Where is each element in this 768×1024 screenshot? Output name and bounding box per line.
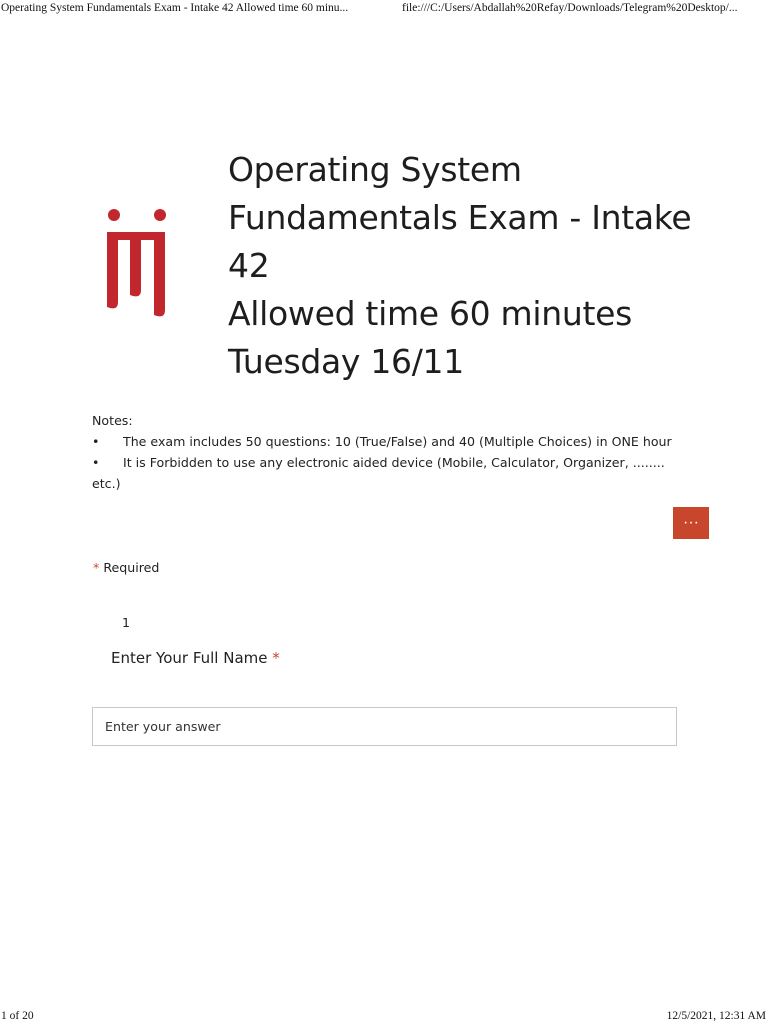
print-footer xyxy=(0,1010,768,1024)
bullet: • xyxy=(92,455,100,470)
form-title-line: 42 xyxy=(228,246,270,285)
required-asterisk: * xyxy=(93,560,100,575)
form-description xyxy=(92,410,682,494)
required-note xyxy=(93,560,159,575)
print-header xyxy=(0,2,768,18)
note-text-continuation: etc.) xyxy=(92,476,121,491)
note-item xyxy=(92,452,682,473)
question-title xyxy=(111,649,280,667)
required-asterisk: * xyxy=(272,649,280,667)
note-item xyxy=(92,431,682,452)
form-title-line: Operating System xyxy=(228,150,522,189)
note-text: It is Forbidden to use any electronic aided device (Mobile, Calculator, Organizer, ........ xyxy=(123,455,665,470)
question-number: 1 xyxy=(122,615,131,630)
iti-logo-icon xyxy=(104,206,172,318)
bullet: • xyxy=(92,434,100,449)
form-title-line: Fundamentals Exam - Intake xyxy=(228,198,692,237)
note-text: The exam includes 50 questions: 10 (True/False) and 40 (Multiple Choices) in ONE hour xyxy=(123,434,672,449)
question-title-text: Enter Your Full Name xyxy=(111,649,268,667)
print-header-title: Operating System Fundamentals Exam - Intake 42 Allowed time 60 minu... xyxy=(1,2,349,14)
print-header-url: file:///C:/Users/Abdallah%20Refay/Downloads/Telegram%20Desktop/... xyxy=(402,2,738,14)
print-datetime: 12/5/2021, 12:31 AM xyxy=(666,1010,766,1022)
form-title-line: Tuesday 16/11 xyxy=(228,342,464,381)
form-title xyxy=(228,146,728,386)
full-name-input[interactable] xyxy=(92,707,677,746)
page-count: 1 of 20 xyxy=(1,1010,34,1022)
more-options-button[interactable]: ··· xyxy=(673,507,709,539)
notes-heading: Notes: xyxy=(92,413,133,428)
required-label: Required xyxy=(103,560,160,575)
form-title-line: Allowed time 60 minutes xyxy=(228,294,633,333)
